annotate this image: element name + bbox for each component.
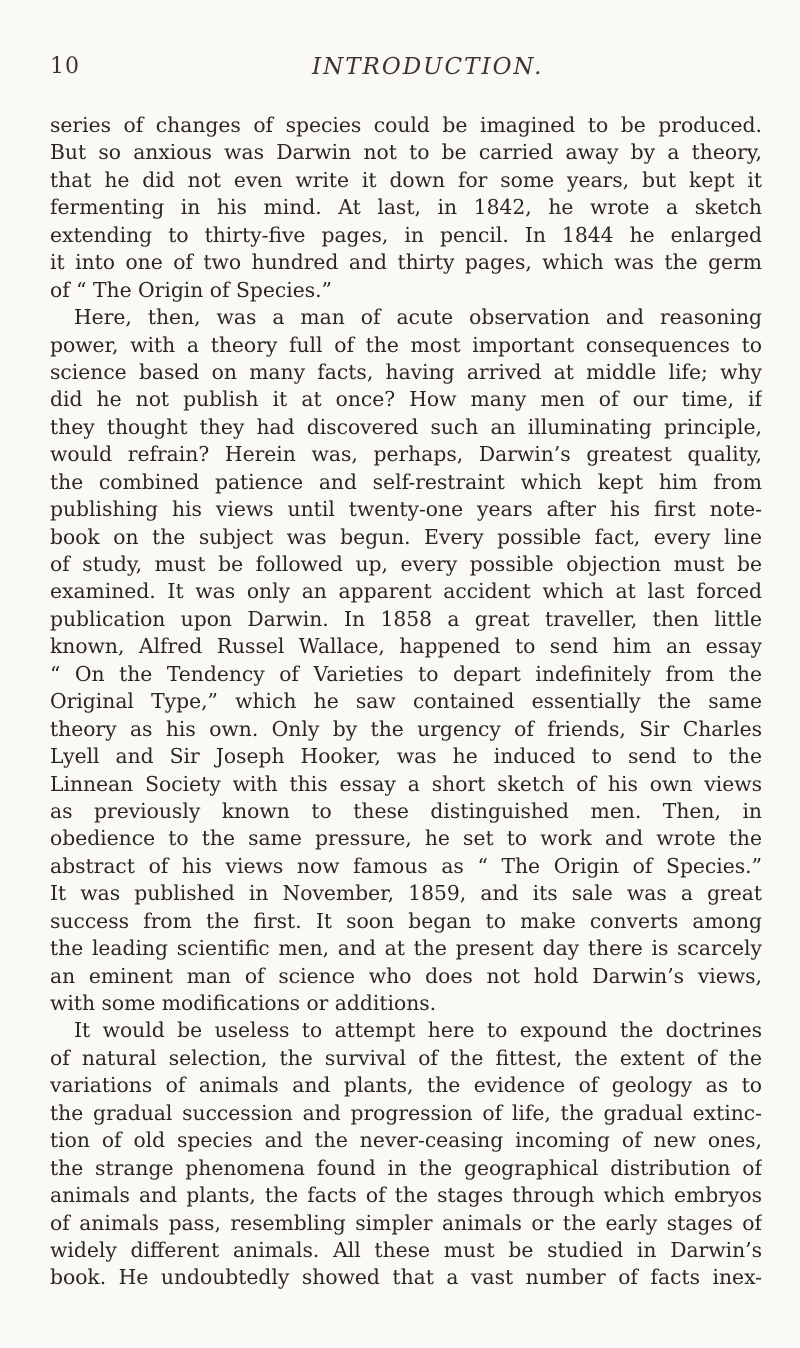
page-number: 10 (50, 54, 80, 79)
text-line: with some modifications or additions. (50, 991, 437, 1015)
text-line: known, Alfred Russel Wallace, happened to send him an essay (50, 634, 762, 659)
text-line: the leading scientific men, and at the present day there is scarcely (50, 936, 762, 961)
text-line: It was published in November, 1859, and its sale was a great (50, 881, 762, 906)
text-line: Original Type,” which he saw contained essentially the same (50, 689, 762, 714)
paragraph-start-line: It would be useless to attempt here to expound the doctrines (74, 1018, 762, 1043)
page-header (50, 54, 762, 94)
text-line: examined. It was only an apparent accident which at last forced (50, 579, 762, 604)
text-line: book. He undoubtedly showed that a vast number of facts inex- (50, 1265, 762, 1290)
text-line: widely different animals. All these must be studied in Darwin’s (50, 1237, 762, 1262)
text-line: Linnean Society with this essay a short sketch of his own views (50, 771, 762, 796)
running-head: INTRODUCTION. (312, 54, 544, 80)
text-line: an eminent man of science who does not hold Darwin’s views, (50, 963, 762, 988)
text-line: publication upon Darwin. In 1858 a great traveller, then little (50, 606, 762, 631)
text-line: they thought they had discovered such an illuminating principle, (50, 414, 762, 439)
text-line: fermenting in his mind. At last, in 1842, he wrote a sketch (50, 195, 762, 220)
text-line: book on the subject was begun. Every possible fact, every line (50, 524, 762, 549)
text-line: as previously known to these distinguished men. Then, in (50, 798, 762, 823)
text-line: Lyell and Sir Joseph Hooker, was he induced to send to the (50, 744, 762, 769)
text-line: of “ The Origin of Species.” (50, 277, 332, 302)
text-line: the combined patience and self-restraint which kept him from (50, 469, 762, 494)
text-line: series of changes of species could be imagined to be produced. (50, 113, 762, 137)
text-line: the gradual succession and progression of life, the gradual extinc- (50, 1100, 762, 1125)
text-line: it into one of two hundred and thirty pages, which was the germ (50, 250, 762, 275)
text-line: would refrain? Herein was, perhaps, Darwin’s greatest quality, (50, 442, 762, 467)
text-line: that he did not even write it down for some years, but kept it (50, 167, 762, 192)
text-line: tion of old species and the never-ceasing incoming of new ones, (50, 1128, 762, 1153)
text-line: animals and plants, the facts of the stages through which embryos (50, 1183, 762, 1208)
text-line: the strange phenomena found in the geographical distribution of (50, 1155, 762, 1180)
text-line: theory as his own. Only by the urgency of friends, Sir Charles (50, 716, 762, 741)
text-line: obedience to the same pressure, he set to work and wrote the (50, 826, 762, 851)
text-line: abstract of his views now famous as “ The Origin of Species.” (50, 853, 762, 878)
text-line: But so anxious was Darwin not to be carried away by a theory, (50, 140, 762, 165)
text-line: success from the first. It soon began to make converts among (50, 908, 762, 933)
text-line: of study, must be followed up, every possible objection must be (50, 552, 762, 576)
text-line: publishing his views until twenty-one years after his first note- (50, 497, 762, 522)
text-line: of natural selection, the survival of the fittest, the extent of the (50, 1045, 762, 1070)
text-line: power, with a theory full of the most important consequences to (50, 332, 762, 357)
text-line: variations of animals and plants, the evidence of geology as to (50, 1073, 762, 1098)
paragraph-start-line: Here, then, was a man of acute observation and reasoning (74, 305, 762, 330)
text-line: did he not publish it at once? How many men of our time, if (50, 387, 762, 412)
body-text (50, 112, 762, 1292)
text-line: “ On the Tendency of Varieties to depart indefinitely from the (50, 661, 762, 686)
text-line: of animals pass, resembling simpler animals or the early stages of (50, 1210, 762, 1235)
text-line: science based on many facts, having arrived at middle life; why (50, 359, 762, 384)
text-line: extending to thirty-five pages, in pencil. In 1844 he enlarged (50, 222, 762, 247)
